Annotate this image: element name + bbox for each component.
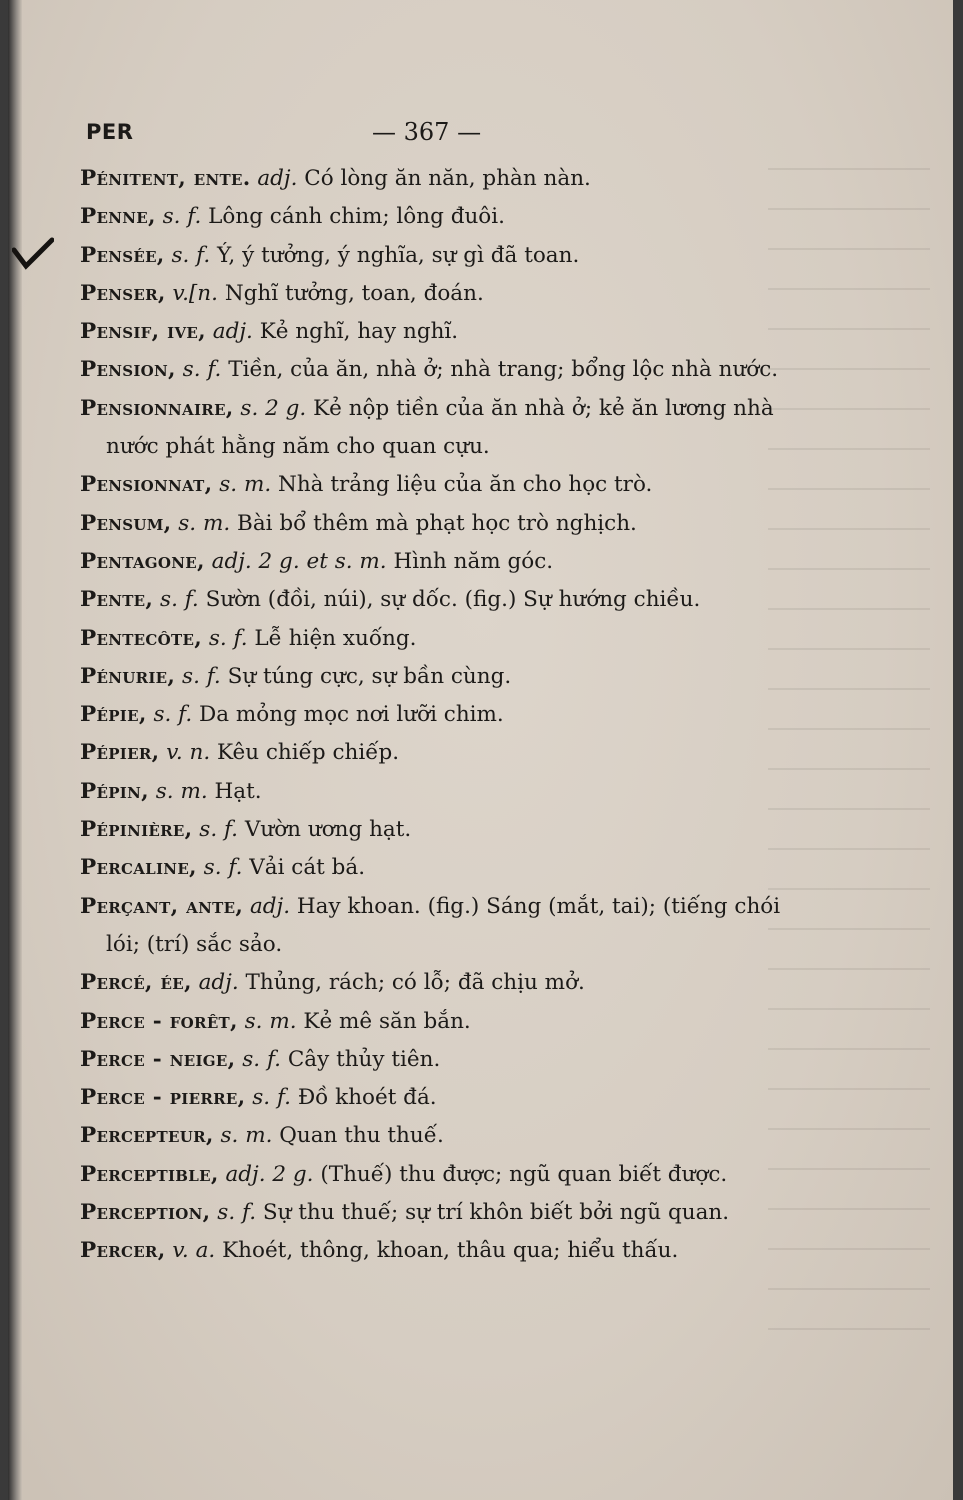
headword: Percaline, (80, 855, 197, 881)
grammar-label: v. a. (165, 1238, 216, 1264)
definition: (Thuế) thu được; ngũ quan biết được. (313, 1161, 728, 1187)
dictionary-entry (80, 351, 800, 389)
headword: Perce - forêt, (80, 1008, 238, 1034)
headword: Pente, (80, 587, 154, 613)
definition: Nhà trảng liệu của ăn cho học trò. (271, 472, 653, 498)
definition: Đồ khoét đá. (290, 1085, 437, 1111)
definition: Sườn (đồi, núi), sự dốc. (fig.) Sự hướng chiều. (198, 587, 701, 613)
definition: Kêu chiếp chiếp. (210, 740, 400, 766)
grammar-label: s. f. (192, 817, 239, 843)
grammar-label: v.[n. (165, 280, 218, 306)
headword: Pentecôte, (80, 625, 202, 651)
grammar-label: s. m. (237, 1008, 297, 1034)
grammar-label: s. f. (210, 1200, 257, 1226)
grammar-label: s. m. (213, 1123, 273, 1149)
definition: Ý, ý tưởng, ý nghĩa, sự gì đã toan. (210, 242, 580, 268)
headword: Pensum, (80, 510, 172, 536)
dictionary-entry (80, 1194, 800, 1232)
grammar-label: adj. (250, 166, 298, 191)
definition: Vải cát bá. (242, 855, 366, 881)
headword: Perce - neige, (80, 1046, 236, 1072)
grammar-label: s. m. (148, 778, 208, 804)
headword: Penser, (80, 280, 166, 306)
dictionary-entry (80, 198, 800, 236)
definition: Lễ hiện xuống. (247, 625, 417, 651)
headword: Pépinière, (80, 817, 193, 843)
definition: Lông cánh chim; lông đuôi. (201, 204, 505, 230)
headword: Pénurie, (80, 663, 176, 689)
headword: Pépin, (80, 778, 149, 804)
grammar-label: s. m. (171, 510, 231, 536)
grammar-label: s. f. (175, 663, 221, 689)
dictionary-entry (80, 1079, 800, 1117)
grammar-label: adj. 2 g. et s. m. (204, 548, 387, 574)
grammar-label: s. f. (153, 587, 199, 613)
grammar-label: s. f. (235, 1046, 281, 1072)
dictionary-entry (80, 964, 800, 1002)
definition: Quan thu thuế. (272, 1123, 444, 1149)
definition: Cây thủy tiên. (280, 1046, 441, 1072)
dictionary-entry (80, 237, 800, 275)
pen-tick-mark (12, 236, 54, 280)
dictionary-entry (80, 1156, 800, 1194)
dictionary-entry (80, 581, 800, 619)
definition: Có lòng ăn năn, phàn nàn. (297, 166, 591, 191)
headword: Pension, (80, 357, 176, 383)
grammar-label: s. f. (164, 242, 211, 268)
dictionary-entry (80, 1232, 800, 1270)
grammar-label: v. n. (159, 740, 211, 766)
headword: Pensionnaire, (80, 395, 234, 421)
headword: Perceptible, (80, 1161, 219, 1187)
headword: Pensée, (80, 242, 165, 268)
dictionary-entry (80, 1003, 800, 1041)
definition: Hay khoan. (fig.) Sáng (mắt, tai); (tiếng chói lói; (trí) sắc sảo. (106, 893, 781, 957)
dictionary-entry (80, 390, 800, 467)
definition: Vườn ương hạt. (238, 817, 412, 843)
definition: Bài bổ thêm mà phạt học trò nghịch. (230, 510, 637, 536)
headword: Pensionnat, (80, 472, 213, 498)
definition: Thủng, rách; có lỗ; đã chịu mở. (238, 970, 585, 996)
headword: Percé, ée, (80, 970, 192, 996)
dictionary-entry (80, 696, 800, 734)
headword: Percer, (80, 1238, 166, 1264)
entry-list (80, 160, 800, 1271)
definition: Khoét, thông, khoan, thâu qua; hiểu thấu. (215, 1238, 679, 1264)
dictionary-entry (80, 1117, 800, 1155)
headword: Penne, (80, 204, 156, 230)
dictionary-entry (80, 849, 800, 887)
headword: Perception, (80, 1200, 211, 1226)
headword: Perce - pierre, (80, 1085, 246, 1111)
headword: Pépier, (80, 740, 160, 766)
definition: Kẻ nghĩ, hay nghĩ. (252, 319, 459, 345)
grammar-label: s. m. (212, 472, 272, 498)
dictionary-entry (80, 658, 800, 696)
grammar-label: adj. (243, 893, 291, 919)
headword: Percepteur, (80, 1123, 214, 1149)
dictionary-entry (80, 888, 800, 965)
grammar-label: s. 2 g. (233, 395, 307, 421)
dictionary-entry (80, 620, 800, 658)
page-header (86, 112, 496, 152)
grammar-label: s. f. (155, 204, 202, 230)
grammar-label: s. f. (245, 1085, 291, 1111)
dictionary-entry (80, 275, 800, 313)
grammar-label: adj. (191, 970, 239, 996)
grammar-label: adj. 2 g. (218, 1161, 314, 1187)
definition: Hạt. (207, 778, 262, 804)
grammar-label: s. f. (175, 357, 222, 383)
dictionary-page (8, 0, 953, 1500)
grammar-label: s. f. (146, 702, 193, 728)
definition: Da mỏng mọc nơi lưỡi chim. (192, 702, 504, 728)
headword: Pénitent, ente. (80, 166, 251, 191)
headword: Pépie, (80, 702, 147, 728)
grammar-label: s. f. (202, 625, 248, 651)
dictionary-entry (80, 313, 800, 351)
dictionary-entry (80, 734, 800, 772)
dictionary-entry (80, 811, 800, 849)
dictionary-entry (80, 773, 800, 811)
grammar-label: adj. (205, 319, 253, 345)
dictionary-entry (80, 1041, 800, 1079)
headword: Pentagone, (80, 548, 205, 574)
dictionary-entry (80, 505, 800, 543)
headword: Pensif, ive, (80, 319, 206, 345)
definition: Kẻ mê săn bắn. (296, 1008, 471, 1034)
dictionary-entry (80, 543, 800, 581)
definition: Tiền, của ăn, nhà ở; nhà trang; bổng lộc nhà nước. (221, 357, 779, 383)
dictionary-entry (80, 466, 800, 504)
dictionary-entry (80, 160, 800, 198)
book-spine-shadow (8, 0, 22, 1500)
grammar-label: s. f. (196, 855, 243, 881)
definition: Sự thu thuế; sự trí khôn biết bởi ngũ quan. (256, 1200, 730, 1226)
headword: Perçant, ante, (80, 893, 244, 919)
running-head: PER (86, 120, 134, 144)
page-number: — 367 — (372, 118, 482, 146)
definition: Kẻ nộp tiền của ăn nhà ở; kẻ ăn lương nhà nước phát hằng năm cho quan cựu. (106, 395, 774, 460)
definition: Hình năm góc. (386, 548, 554, 574)
definition: Nghĩ tưởng, toan, đoán. (217, 280, 484, 306)
definition: Sự túng cực, sự bần cùng. (220, 663, 512, 689)
